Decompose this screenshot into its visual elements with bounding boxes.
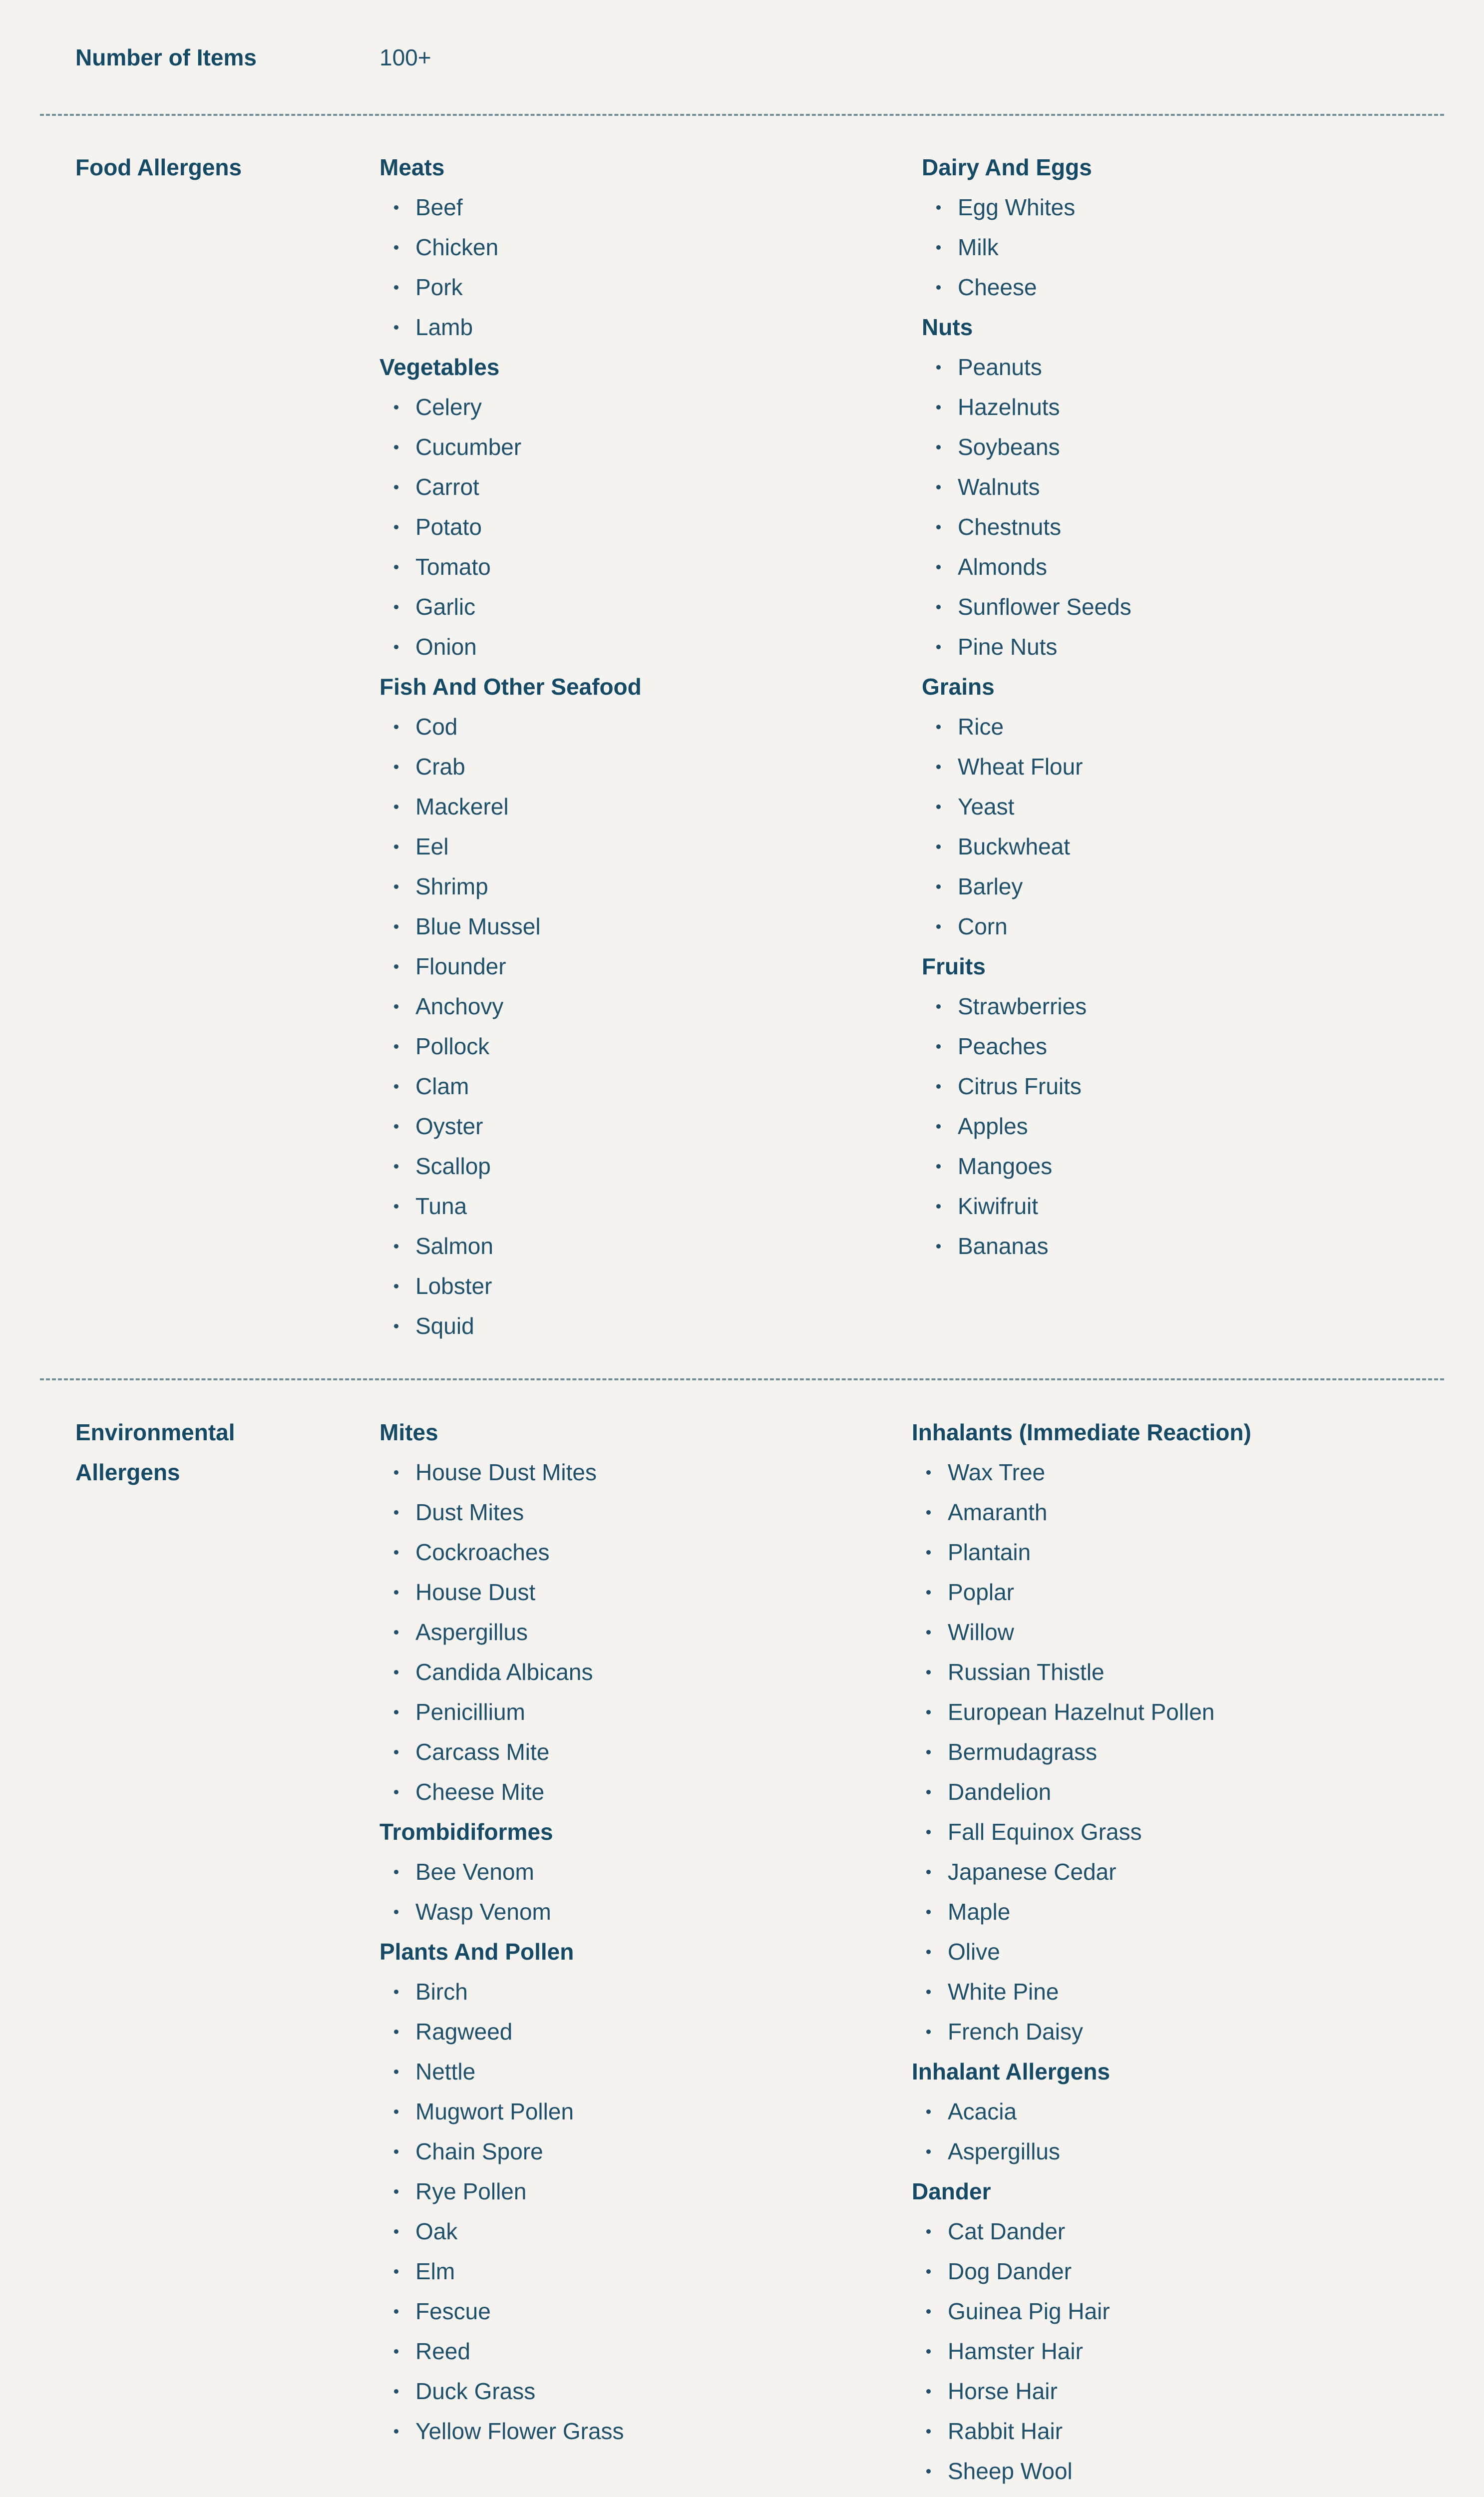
category-item-list <box>379 387 642 667</box>
list-item: Clam <box>379 1066 642 1106</box>
list-item: Pollock <box>379 1026 642 1066</box>
list-item: Cheese <box>922 267 1131 307</box>
list-item: Wasp Venom <box>379 1892 624 1932</box>
category-heading: Nuts <box>922 314 973 340</box>
list-item: French Daisy <box>912 2012 1251 2052</box>
list-item: Elm <box>379 2251 624 2291</box>
category-item-list <box>379 1852 624 1932</box>
list-item: Duck Grass <box>379 2371 624 2411</box>
environmental-allergens-label <box>75 1412 235 1492</box>
list-item: Peaches <box>922 1026 1131 1066</box>
list-item: Cheese Mite <box>379 1772 624 1812</box>
list-item: Poplar <box>912 1572 1251 1612</box>
list-item: Guinea Pig Hair <box>912 2291 1251 2331</box>
category-heading: Inhalant Allergens <box>912 2059 1111 2084</box>
list-item: Amaranth <box>912 1492 1251 1532</box>
list-item: European Hazelnut Pollen <box>912 1692 1251 1732</box>
list-item: Nettle <box>379 2052 624 2091</box>
category-heading: Plants And Pollen <box>379 1939 574 1965</box>
list-item: Barley <box>922 866 1131 906</box>
list-item: Crab <box>379 747 642 787</box>
list-item: Cucumber <box>379 427 642 467</box>
list-item: Milk <box>922 227 1131 267</box>
list-item: Lamb <box>379 307 642 347</box>
list-item: Peanuts <box>922 347 1131 387</box>
category-item-list <box>922 707 1131 946</box>
number-of-items-value: 100+ <box>379 44 431 70</box>
list-item: Fall Equinox Grass <box>912 1812 1251 1852</box>
category-heading: Mites <box>379 1419 438 1445</box>
list-item: Chestnuts <box>922 507 1131 547</box>
list-item: Dog Dander <box>912 2251 1251 2291</box>
list-item <box>912 2491 1251 2497</box>
list-item: Anchovy <box>379 986 642 1026</box>
section-divider <box>40 114 1444 116</box>
list-item: House Dust <box>379 1572 624 1612</box>
category-item-list <box>379 1972 624 2451</box>
list-item: Lobster <box>379 1266 642 1306</box>
list-item: Shrimp <box>379 866 642 906</box>
list-item: Reed <box>379 2331 624 2371</box>
list-item: Sunflower Seeds <box>922 587 1131 627</box>
list-item: Mackerel <box>379 787 642 827</box>
list-item: Chicken <box>379 227 642 267</box>
list-item: Carrot <box>379 467 642 507</box>
list-item: Wax Tree <box>912 1452 1251 1492</box>
category-item-list <box>922 986 1131 1266</box>
category-heading: Trombidiformes <box>379 1819 553 1845</box>
food-allergens-right-column <box>922 147 1131 1266</box>
list-item: Chain Spore <box>379 2131 624 2171</box>
food-allergens-label: Food Allergens <box>75 154 242 180</box>
list-item: Dust Mites <box>379 1492 624 1532</box>
list-item: Birch <box>379 1972 624 2012</box>
list-item: Mugwort Pollen <box>379 2091 624 2131</box>
list-item: Beef <box>379 187 642 227</box>
environmental-allergens-left-column <box>379 1412 624 2451</box>
list-item: Strawberries <box>922 986 1131 1026</box>
list-item: Scallop <box>379 1146 642 1186</box>
list-item: Cat Dander <box>912 2211 1251 2251</box>
list-item: Rice <box>922 707 1131 747</box>
category-heading: Dairy And Eggs <box>922 154 1092 180</box>
list-item: Citrus Fruits <box>922 1066 1131 1106</box>
list-item: Apples <box>922 1106 1131 1146</box>
list-item: Dandelion <box>912 1772 1251 1812</box>
category-item-list <box>912 2091 1251 2171</box>
list-item: Carcass Mite <box>379 1732 624 1772</box>
list-item: Oyster <box>379 1106 642 1146</box>
category-item-list <box>912 2211 1251 2497</box>
list-item: Garlic <box>379 587 642 627</box>
number-of-items-label: Number of Items <box>75 44 257 70</box>
environmental-allergens-label-line2: Allergens <box>75 1459 180 1485</box>
list-item: Maple <box>912 1892 1251 1932</box>
category-item-list <box>922 347 1131 667</box>
list-item: Hamster Hair <box>912 2331 1251 2371</box>
list-item: Yellow Flower Grass <box>379 2411 624 2451</box>
category-heading: Meats <box>379 154 445 180</box>
environmental-allergens-right-column <box>912 1412 1251 2497</box>
category-heading: Fish And Other Seafood <box>379 674 642 700</box>
list-item: Candida Albicans <box>379 1652 624 1692</box>
list-item: Corn <box>922 906 1131 946</box>
list-item: Blue Mussel <box>379 906 642 946</box>
list-item: Cockroaches <box>379 1532 624 1572</box>
list-item: Hazelnuts <box>922 387 1131 427</box>
category-item-list <box>379 707 642 1346</box>
list-item: Buckwheat <box>922 827 1131 866</box>
category-item-list <box>912 1452 1251 2052</box>
category-item-list <box>379 187 642 347</box>
list-item: Mangoes <box>922 1146 1131 1186</box>
category-heading: Fruits <box>922 953 986 979</box>
list-item: Oak <box>379 2211 624 2251</box>
list-item: Yeast <box>922 787 1131 827</box>
list-item: Potato <box>379 507 642 547</box>
list-item: Pine Nuts <box>922 627 1131 667</box>
list-item: Bermudagrass <box>912 1732 1251 1772</box>
list-item: White Pine <box>912 1972 1251 2012</box>
category-heading: Grains <box>922 674 995 700</box>
list-item: Tomato <box>379 547 642 587</box>
category-heading: Inhalants (Immediate Reaction) <box>912 1419 1251 1445</box>
list-item: Celery <box>379 387 642 427</box>
list-item: Acacia <box>912 2091 1251 2131</box>
list-item: Cod <box>379 707 642 747</box>
list-item: Rye Pollen <box>379 2171 624 2211</box>
list-item: Tuna <box>379 1186 642 1226</box>
list-item: Aspergillus <box>912 2131 1251 2171</box>
list-item: Ragweed <box>379 2012 624 2052</box>
list-item: Russian Thistle <box>912 1652 1251 1692</box>
list-item: Rabbit Hair <box>912 2411 1251 2451</box>
list-item: Plantain <box>912 1532 1251 1572</box>
list-item: Fescue <box>379 2291 624 2331</box>
list-item: Japanese Cedar <box>912 1852 1251 1892</box>
list-item: Olive <box>912 1932 1251 1972</box>
list-item: Flounder <box>379 946 642 986</box>
category-heading: Vegetables <box>379 354 500 380</box>
list-item: Sheep Wool <box>912 2451 1251 2491</box>
category-item-list <box>379 1452 624 1812</box>
list-item: Horse Hair <box>912 2371 1251 2411</box>
environmental-allergens-label-line1: Environmental <box>75 1419 235 1445</box>
list-item: Bananas <box>922 1226 1131 1266</box>
list-item: Walnuts <box>922 467 1131 507</box>
list-item: Squid <box>379 1306 642 1346</box>
list-item: Soybeans <box>922 427 1131 467</box>
list-item: Kiwifruit <box>922 1186 1131 1226</box>
food-allergens-left-column <box>379 147 642 1346</box>
list-item: Onion <box>379 627 642 667</box>
list-item: House Dust Mites <box>379 1452 624 1492</box>
section-divider <box>40 1378 1444 1380</box>
list-item: Wheat Flour <box>922 747 1131 787</box>
category-item-list <box>922 187 1131 307</box>
list-item: Salmon <box>379 1226 642 1266</box>
list-item: Egg Whites <box>922 187 1131 227</box>
category-heading: Dander <box>912 2178 991 2204</box>
list-item: Willow <box>912 1612 1251 1652</box>
list-item: Pork <box>379 267 642 307</box>
list-item: Penicillium <box>379 1692 624 1732</box>
list-item: Bee Venom <box>379 1852 624 1892</box>
list-item: Almonds <box>922 547 1131 587</box>
list-item: Aspergillus <box>379 1612 624 1652</box>
list-item: Eel <box>379 827 642 866</box>
